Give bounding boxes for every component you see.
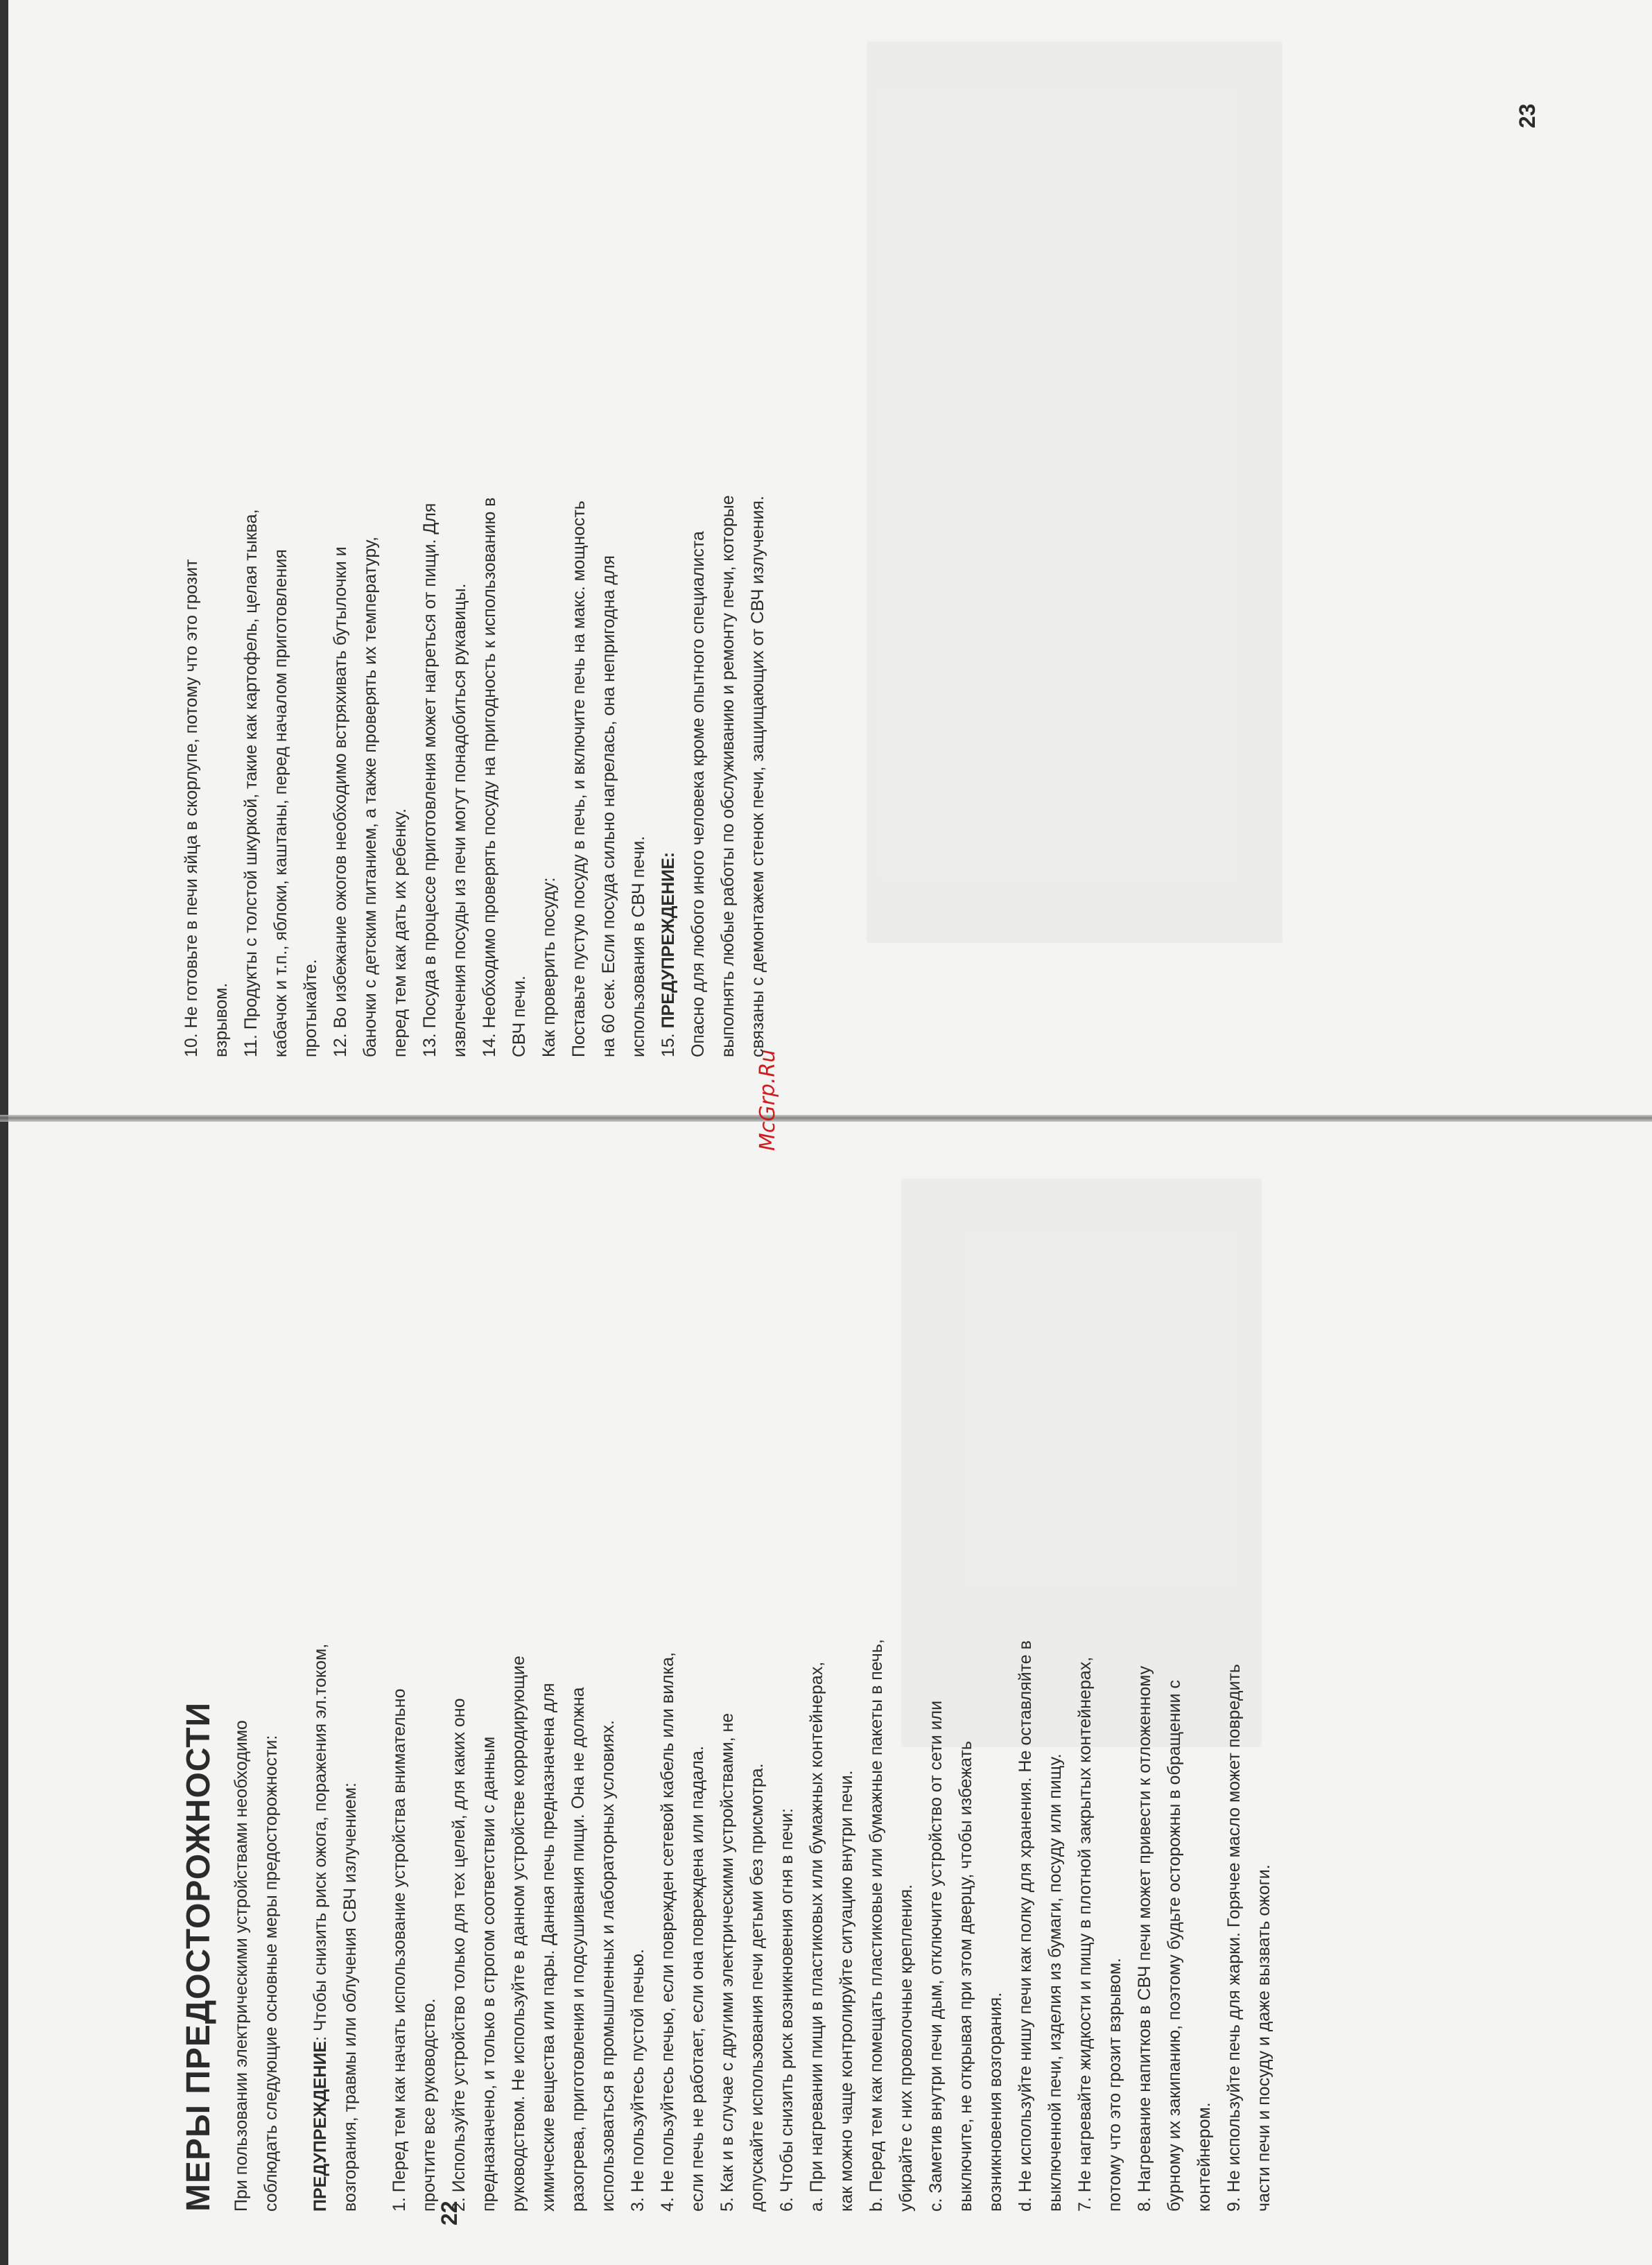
page-fold-line [0, 1115, 1652, 1122]
text-line: 9. Не используйте печь для жарки. Горячее масло может повредить [1224, 1664, 1244, 2212]
text-line: b. Перед тем как помещать пластиковые или бумажные пакеты в печь, [867, 1639, 886, 2212]
text-line: связаны с демонтажем стенок печи, защищающих от СВЧ излучения. [748, 496, 767, 1057]
text-line: убирайте с них проволочные крепления. [896, 1884, 916, 2212]
text-line: перед тем как дать их ребенку. [390, 808, 410, 1057]
text-line: извлечения посуды из печи могут понадобиться рукавицы. [450, 583, 469, 1057]
text-line: потому что это грозит взрывом. [1105, 1958, 1124, 2212]
text-line: 2. Используйте устройство только для тех целей, для каких оно [449, 1698, 469, 2212]
text-line: баночки с детским питанием, а также проверять их температуру, [360, 537, 380, 1057]
text-line: кабачок и т.п., яблоки, каштаны, перед началом приготовления [271, 549, 290, 1057]
text-line: a. При нагревании пищи в пластиковых или бумажных контейнерах, [807, 1661, 826, 2212]
text-line: 6. Чтобы снизить риск возникновения огня в печи: [777, 1808, 797, 2212]
text-line: 7. Не нагревайте жидкости и пищу в плотной закрытых контейнерах, [1075, 1656, 1095, 2212]
text-line: 4. Не пользуйтесь печью, если поврежден сетевой кабель или вилка, [658, 1652, 677, 2212]
text-line: выполнять любые работы по обслуживанию и ремонту печи, которые [718, 495, 738, 1057]
text-line: d. Не используйте нишу печи как полку для хранения. Не оставляйте в [1016, 1640, 1035, 2212]
warning-label: ПРЕДУПРЕЖДЕНИЕ: [659, 851, 678, 1029]
text-line: использования в СВЧ печи. [629, 835, 648, 1057]
text-line: Поставьте пустую посуду в печь, и включите печь на макс. мощность [569, 501, 589, 1057]
text-line: 13. Посуда в процессе приготовления может нагреться от пищи. Для [420, 503, 440, 1057]
text-line: 5. Как и в случае с другими электрическими устройствами, не [718, 1712, 737, 2212]
text-line: Опасно для любого иного человека кроме опытного специалиста [688, 531, 708, 1057]
text-line: бурному их закипанию, поэтому будьте осторожны в обращении с [1165, 1680, 1184, 2212]
text-line: c. Заметив внутри печи дым, отключите устройство от сети или [926, 1700, 946, 2212]
text-line: выключенной печи, изделия из бумаги, посуду или пищу. [1045, 1753, 1065, 2212]
page-22-text [177, 1172, 1279, 2212]
scanner-edge [0, 0, 8, 2265]
text-line: руководством. Не используйте в данном устройстве корродирующие [509, 1656, 528, 2212]
text-line: возникновения возгорания. [986, 1992, 1005, 2212]
text-line: 8. Нагревание напитков в СВЧ печи может привести к отложенному [1135, 1665, 1154, 2212]
text-line: контейнером. [1194, 2102, 1214, 2212]
watermark: McGrp.Ru [756, 1049, 780, 1151]
warning-line [306, 1172, 336, 2212]
text-line: 3. Не пользуйтесь пустой печью. [628, 1949, 647, 2212]
page-number: 22 [437, 2201, 462, 2225]
warning-line: возгорания, травмы или облучения СВЧ излучением: [340, 1782, 360, 2212]
text-line: части печи и посуду и даже вызвать ожоги. [1254, 1864, 1273, 2212]
text-line: предназначено, и только в строгом соответствии с данным [479, 1736, 498, 2212]
page-title: МЕРЫ ПРЕДОСТОРОЖНОСТИ [180, 1701, 217, 2212]
text-line: 12. Во избежание ожогов необходимо встряхивать бутылочки и [331, 546, 350, 1057]
text-line: взрывом. [211, 982, 231, 1057]
text-line: химические вещества или пары. Данная печь предназначена для [539, 1683, 558, 2212]
text-line: на 60 сек. Если посуда сильно нагрелась, она непригодна для [599, 555, 618, 1057]
text-line: 10. Не готовьте в печи яйца в скорлупе, потому что это грозит [182, 559, 201, 1057]
text-line: если печь не работает, если она повреждена или падала. [688, 1746, 707, 2212]
page-23-text [177, 3, 773, 1057]
text-line: прочтите все руководство. [419, 1998, 439, 2212]
show-through-ghost [867, 42, 1283, 943]
text-line: 14. Необходимо проверять посуду на пригодность к использованию в [480, 497, 499, 1057]
text-line: 1. Перед тем как начать использование устройства внимательно [390, 1688, 409, 2212]
intro-line: При пользовании электрическими устройствами необходимо [232, 1720, 251, 2212]
intro-line: соблюдать следующие основные меры предосторожности: [261, 1735, 281, 2212]
text-line: разогрева, приготовления и подсушивания пищи. Она не должна [568, 1687, 588, 2212]
warning-label: ПРЕДУПРЕЖДЕНИЕ [311, 2040, 330, 2212]
item-number: 15. [659, 1028, 678, 1057]
text-line: 11. Продукты с толстой шкуркой, такие как картофель, целая тыква, [241, 509, 261, 1057]
text-line: допускайте использования печи детьми без присмотра. [747, 1763, 767, 2212]
text-line: использоваться в промышленных и лабораторных условиях. [598, 1720, 618, 2212]
text-line: Как проверить посуду: [539, 877, 559, 1057]
text-line: как можно чаще контролируйте ситуацию внутри печи. [837, 1770, 856, 2212]
warning-line [654, 3, 684, 1057]
warning-text: : Чтобы снизить риск ожога, поражения эл.током, [311, 1643, 330, 2041]
text-line: протыкайте. [301, 959, 320, 1057]
text-line: выключите, не открывая при этом дверцу, чтобы избежать [956, 1741, 975, 2212]
text-line: СВЧ печи. [510, 975, 529, 1057]
page-number: 23 [1515, 103, 1540, 128]
